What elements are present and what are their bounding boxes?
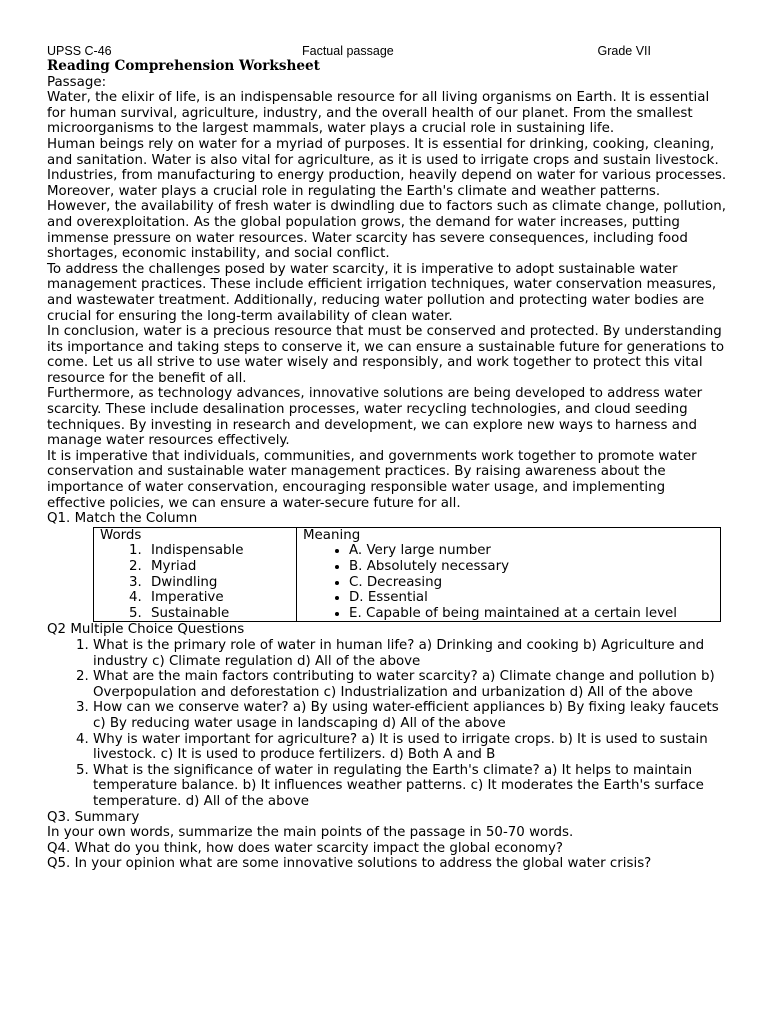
- words-header: Words: [100, 527, 142, 543]
- meanings-list: [303, 543, 714, 621]
- passage-label: Passage:: [47, 74, 107, 90]
- word-item: 2. Myriad: [146, 559, 290, 575]
- meaning-item: • A. Very large number: [349, 543, 714, 559]
- passage-paragraph: In conclusion, water is a precious resource that must be conserved and protected. By understanding its importance and taking steps to conserve it, we can ensure a sustainable future for generations to come. Let us all strive to use water wisely and responsibly, and work together to protect this vital resource for the benefit of all.: [47, 324, 725, 386]
- mcq-question: 4. Why is water important for agriculture? a) It is used to irrigate crops. b) It is used to sustain livestock. c) It is used to produce fertilizers. d) Both A and B: [93, 732, 727, 763]
- words-column: [94, 527, 297, 622]
- meaning-item: • B. Absolutely necessary: [349, 559, 714, 575]
- meaning-item: • E. Capable of being maintained at a certain level: [349, 606, 714, 622]
- mcq-question: 5. What is the significance of water in regulating the Earth's climate? a) It helps to maintain temperature balance. b) It influences weather patterns. c) It moderates the Earth's surface temperature. d) All of the above: [93, 763, 727, 810]
- worksheet-content: [47, 59, 727, 872]
- mcq-question: 2. What are the main factors contributing to water scarcity? a) Climate change and pollution b) Overpopulation and deforestation c) Industrialization and urbanization d) All of the above: [93, 669, 727, 700]
- passage-paragraph: Water, the elixir of life, is an indispensable resource for all living organisms on Earth. It is essential for human survival, agriculture, industry, and the overall health of our planet. From the smallest microorganisms to the largest mammals, water plays a crucial role in sustaining life.: [47, 90, 710, 137]
- word-item: 5. Sustainable: [146, 606, 290, 622]
- grade-label: Grade VII: [597, 44, 651, 58]
- mcq-question: 1. What is the primary role of water in human life? a) Drinking and cooking b) Agriculture and industry c) Climate regulation d) All of the above: [93, 638, 727, 669]
- passage-paragraph: However, the availability of fresh water is dwindling due to factors such as climate change, pollution, and overexploitation. As the global population grows, the demand for water increases, putting immense pressure on water resources. Water scarcity has severe consequences, including food shortages, economic instability, and social conflict.: [47, 199, 726, 262]
- words-list: [100, 543, 290, 621]
- mcq-question: 3. How can we conserve water? a) By using water-efficient appliances b) By fixing leaky faucets c) By reducing water usage in landscaping d) All of the above: [93, 700, 727, 731]
- word-item: 3. Dwindling: [146, 575, 290, 591]
- mcq-list: [47, 638, 727, 810]
- q3-text: In your own words, summarize the main points of the passage in 50-70 words.: [47, 825, 574, 841]
- meaning-item: • C. Decreasing: [349, 575, 714, 591]
- q4-question: Q4. What do you think, how does water scarcity impact the global economy?: [47, 840, 563, 856]
- meaning-column: [297, 527, 721, 622]
- course-code: UPSS C-46: [47, 44, 112, 58]
- q3-heading: Q3. Summary: [47, 809, 140, 825]
- passage-type: Factual passage: [302, 44, 394, 58]
- passage-paragraph: Furthermore, as technology advances, innovative solutions are being developed to address water scarcity. These include desalination processes, water recycling technologies, and cloud seeding techniques. By investing in research and development, we can explore new ways to harness and manage water resources effectively.: [47, 386, 703, 449]
- meaning-header: Meaning: [303, 527, 361, 543]
- passage-paragraph: It is imperative that individuals, communities, and governments work together to promote water conservation and sustainable water management practices. By raising awareness about the importance of water conservation, encouraging responsible water usage, and implementing effective policies, we can ensure a water-secure future for all.: [47, 448, 697, 511]
- worksheet-title: Reading Comprehension Worksheet: [47, 58, 320, 74]
- q2-heading: Q2 Multiple Choice Questions: [47, 622, 245, 638]
- passage-paragraph: Human beings rely on water for a myriad of purposes. It is essential for drinking, cooking, cleaning, and sanitation. Water is also vital for agriculture, as it is used to irrigate crops and sustain livestock. Industries, from manufacturing to energy production, heavily depend on water for various processes. Moreover, water plays a crucial role in regulating the Earth's climate and weather patterns.: [47, 136, 727, 199]
- q5-question: Q5. In your opinion what are some innovative solutions to address the global water crisis?: [47, 856, 652, 872]
- match-table: [93, 527, 721, 623]
- q1-heading: Q1. Match the Column: [47, 511, 198, 527]
- word-item: 1. Indispensable: [146, 543, 290, 559]
- word-item: 4. Imperative: [146, 590, 290, 606]
- meaning-item: • D. Essential: [349, 590, 714, 606]
- passage-paragraph: To address the challenges posed by water scarcity, it is imperative to adopt sustainable water management practices. These include efficient irrigation techniques, water conservation measures, and wastewater treatment. Additionally, reducing water pollution and protecting water bodies are crucial for ensuring the long-term availability of clean water.: [47, 261, 717, 324]
